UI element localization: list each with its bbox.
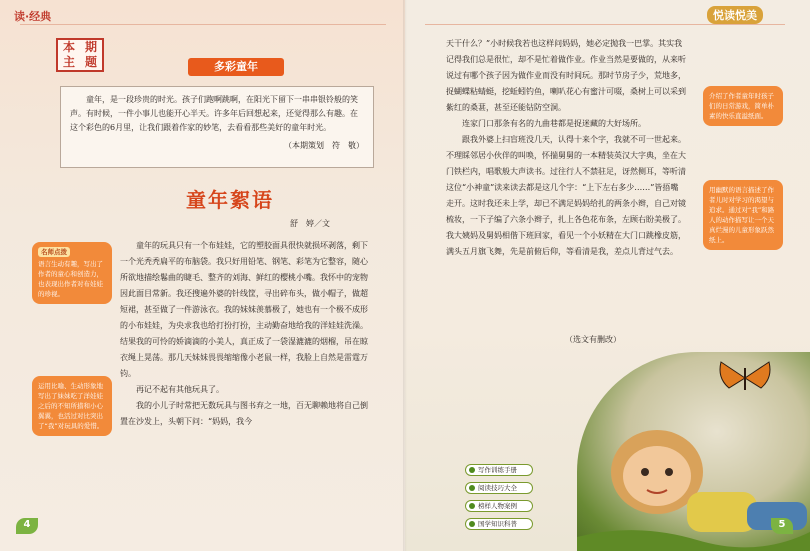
- paragraph: 再记不起有其他玩具了。: [136, 385, 224, 394]
- theme-banner: 多彩童年: [188, 58, 284, 76]
- intro-box: [60, 86, 374, 168]
- seal-char: 本: [62, 40, 75, 54]
- menu-item-guoxue[interactable]: 国学知识科普: [465, 518, 533, 530]
- note-text: 用幽默的语言描述了作者儿时对学习的渴望与追求。通过对“我”和路人的动作描写让一个天真烂漫的儿童形象跃然纸上。: [709, 186, 775, 244]
- brand-badge: 悦读悦美: [707, 6, 763, 24]
- intro-signature: （本期策划 符 敬）: [284, 141, 364, 150]
- section-header: 读·经典: [14, 10, 52, 23]
- menu-item-writing[interactable]: 写作训练手册: [465, 464, 533, 476]
- margin-note: [32, 376, 112, 436]
- note-text: 运用比喻、生动形象地写出了妹妹吃了洋娃娃之后的不知所措和小心翼翼，也活过对比突出了“我”对玩具的爱惜。: [38, 382, 104, 430]
- paragraph: 天干什么？”小时候我若也这样问妈妈，她必定抛我一巴掌。其实我记得我们总是很忙，却不是忙着做作业。作业当然是要做的，从来听说过有哪个孩子因为做作业而没有时间玩。那时节房子少，荒地多，捉蝴蝶粘蜻蜓，挖蚯蚓钓鱼，喇叭花心有蜜汁可啜，桑树上可以采到紫红的桑葚，甚至还能钻防空洞。: [446, 39, 686, 112]
- margin-note: [703, 180, 783, 250]
- source-note: （选文有删改）: [565, 335, 621, 344]
- page-number: 4: [16, 518, 38, 534]
- paragraph: 童年的玩具只有一个布娃娃，它的塑胶面具很快就损坏剥落，剩下一个光秃秃扁平的布脑袋。我只好用铅笔、钢笔、彩笔为它整容，随心所欲地描绘鬈曲的睫毛、整齐的刘海、鲜红的樱桃小嘴。我怀中的宠物因此面目常新。我还搜遍外婆的针线筐，寻出碎布头，做小帽子，做超短裙，甚至做了一件游泳衣。我的妹妹羡慕极了，她也有一个极不成形的小布娃娃，为央求我也给打扮打扮，主动勤奋地给我的洋娃娃洗澡。结果我的可怜的娇滴滴的小美人，真正成了一袋湿漉漉的烟榴，吊在晾衣绳上晃荡。那几天妹妹畏畏缩缩像小老鼠一样，我脸上自然是雷霆万钧。: [120, 241, 368, 378]
- paragraph: 跟我外婆上扫盲班没几天，认得十来个字，我就不可一世起来。不理睬邻居小伙伴的叫唤，怀揣舅舅的一本精装英汉大字典，坐在大门铁栏内，唱歌般大声读书。过往行人不禁驻足，讶然侧耳，等听清这位“小神童”读来读去都是这几个字：“上下左右多少……”皆捂嘴走开。这时我还未上学，却已不满足妈妈给扎的两条小辫，自己对镜梳妆，一下子编了六条小辫子，扎上各色花布条，左顾右盼美极了。我大姨妈及舅妈相偕下班回家，看见一个小妖精在大门口跳橡皮筋，满头五月旗飞舞，先是前俯后仰，等看清是我，差点儿背过气去。: [446, 135, 686, 256]
- issue-theme-seal: [56, 38, 104, 72]
- margin-note: [32, 242, 112, 304]
- note-heading: 名师点拨: [38, 247, 70, 257]
- note-text: 介绍了作者童年时孩子们的日常游戏，简单朴素的快乐直溢纸面。: [709, 92, 774, 120]
- right-page: [405, 0, 810, 551]
- article-body: [446, 36, 686, 356]
- header-divider: [20, 24, 386, 25]
- article-author: 舒 婷／文: [290, 219, 330, 228]
- book-spine: [403, 0, 407, 551]
- page-number: 5: [771, 518, 793, 534]
- menu-item-reading[interactable]: 阅读技巧大全: [465, 482, 533, 494]
- butterfly-icon: [717, 358, 773, 398]
- note-text: 语言生动有趣，写出了作者的童心和创造力，也表现出作者对布娃娃的珍视。: [38, 260, 103, 298]
- paragraph: 连家门口那条有名的九曲巷都是捉迷藏的大好场所。: [462, 119, 646, 128]
- seal-char: 题: [84, 55, 97, 69]
- menu-item-rolemodel[interactable]: 榜样人物案例: [465, 500, 533, 512]
- margin-note: [703, 86, 783, 126]
- right-page-content: [405, 0, 810, 551]
- header-divider: [425, 24, 785, 25]
- seal-char: 主: [62, 55, 75, 69]
- paragraph: 我的小儿子时常把无数玩具与图书弃之一地，百无聊赖地将自己倒置在沙发上，头朝下问：“妈妈，我今: [120, 401, 368, 426]
- seal-char: 期: [84, 40, 97, 54]
- article-title: 童年絮语: [186, 188, 274, 212]
- article-body: [120, 238, 374, 528]
- intro-text: 童年，是一段珍贵的时光。孩子们跑啊跳啊，在阳光下留下一串串银铃般的笑声。有时候，一件小事儿也能开心半天。许多年后回想起来，还觉得那么有趣。在这个彩色的6月里，让我们跟着作家的妙笔，去看看那些美好的童年时光。: [70, 95, 358, 132]
